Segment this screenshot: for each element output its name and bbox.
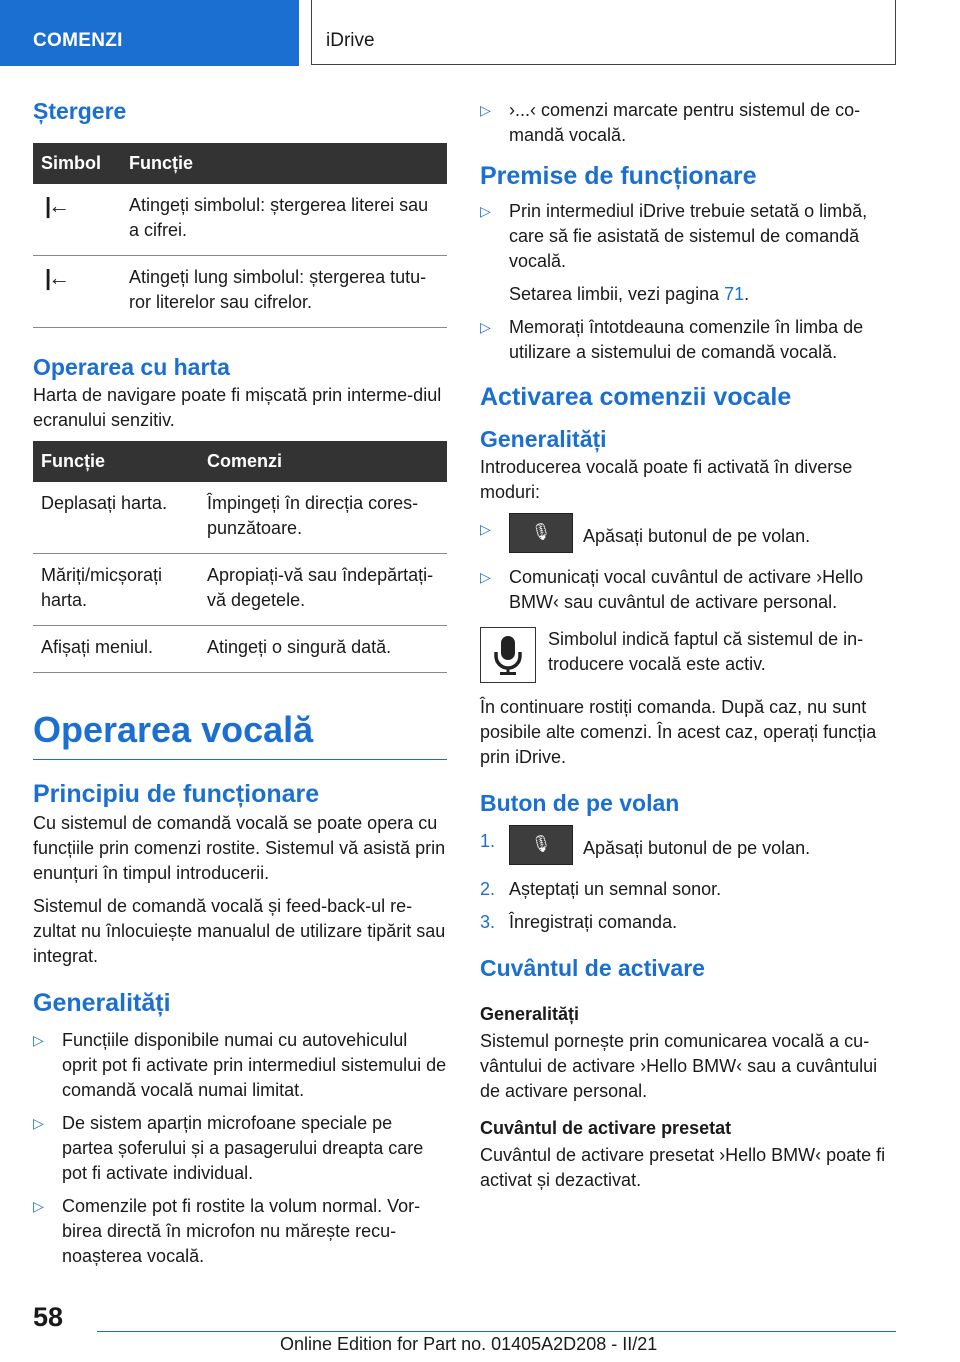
table2-cmd: Apropiați-vă sau îndepărtați-vă degetele. [199, 554, 447, 626]
bullet-triangle-icon: ▷ [480, 319, 491, 335]
activare-title: Activarea comenzii vocale [480, 383, 792, 411]
page-link[interactable]: 71 [724, 284, 745, 304]
table-row [33, 554, 447, 626]
principiu-p1: Cu sistemul de comandă vocală se poate opera cu funcțiile prin comenzi rostite. Sistemul vă asistă prin enunțuri în timpul introducerii. [33, 813, 446, 883]
bullet-triangle-icon: ▷ [480, 569, 491, 585]
bullet-triangle-icon: ▷ [480, 102, 491, 118]
table-row [33, 184, 447, 256]
steps-list [480, 829, 896, 935]
step-number: 2. [480, 879, 496, 899]
stergere-table [33, 143, 447, 328]
table2-header-functie: Funcție [33, 441, 199, 482]
list-item: ▷ 🎙 Apăsați butonul de pe volan. [480, 517, 896, 557]
bullet-triangle-icon: ▷ [480, 203, 491, 219]
table2-func: Deplasați harta. [33, 482, 199, 554]
voice-symbol-text: Simbolul indică faptul că sistemul de in-troducere vocală este activ. [548, 629, 864, 674]
table-row [33, 482, 447, 554]
bullet-triangle-icon: ▷ [33, 1115, 44, 1131]
bullet-triangle-icon: ▷ [33, 1198, 44, 1214]
steering-voice-button-icon: 🎙 [509, 825, 573, 865]
gen-text: Introducerea vocală poate fi activată în diverse moduri: [480, 457, 853, 502]
vocala-title: Operarea vocală [33, 709, 314, 750]
cuvant-title: Cuvântul de activare [480, 955, 705, 981]
list-item: ▷ Funcțiile disponibile numai cu autovehiculul oprit pot fi activate prin intermediul sistemului de comandă vocală numai limitat. [33, 1030, 447, 1100]
gen-list [480, 517, 896, 615]
chapter-title: iDrive [311, 0, 896, 65]
harta-table [33, 441, 447, 673]
table1-header-functie: Funcție [121, 143, 447, 184]
harta-text: Harta de navigare poate fi mișcată prin interme-diul ecranului senzitiv. [33, 385, 442, 430]
step-number: 3. [480, 912, 496, 932]
table1-cell: Atingeți lung simbolul: ștergerea tutu-ror literelor sau cifrelor. [121, 256, 447, 328]
premise-list [480, 199, 896, 365]
cuvant-gen-text: Sistemul pornește prin comunicarea vocală a cu-vântului de activare ›Hello BMW‹ sau a cuvântului de activare personal. [480, 1031, 878, 1101]
generalitati-list [33, 1028, 447, 1269]
presetat-heading: Cuvântul de activare presetat [480, 1118, 732, 1138]
table2-func: Măriți/micșorați harta. [33, 554, 199, 626]
premise-sub-text: Setarea limbii, vezi pagina [509, 284, 720, 304]
list-item: 1. 🎙 Apăsați butonul de pe volan. [480, 829, 896, 869]
list-item: 3. Înregistrați comanda. [480, 910, 896, 935]
step-number: 1. [480, 831, 496, 851]
section-tab: COMENZI [0, 0, 299, 66]
list-item: ▷ Comenzile pot fi rostite la volum normal. Vor-birea directă în microfon nu mărește recu-noașterea vocală. [33, 1196, 421, 1266]
microphone-icon [480, 627, 536, 683]
table-row [33, 256, 447, 328]
vocala-heading-block [33, 709, 447, 760]
backspace-icon: |← [33, 184, 121, 256]
premise-title: Premise de funcționare [480, 162, 757, 190]
list-item: ▷ Prin intermediul iDrive trebuie setată o limbă, care să fie asistată de sistemul de comandă vocală. Setarea limbii, vezi pagina 71. [480, 201, 868, 304]
table2-header-comenzi: Comenzi [199, 441, 447, 482]
left-column [33, 98, 447, 1277]
gen-title: Generalități [480, 426, 607, 452]
bullet-triangle-icon: ▷ [33, 1032, 44, 1048]
table1-header-simbol: Simbol [33, 143, 121, 184]
steering-voice-button-icon: 🎙 [509, 513, 573, 553]
page-number: 58 [33, 1302, 64, 1332]
backspace-icon: |← [33, 256, 121, 328]
table2-cmd: Atingeți o singură dată. [199, 626, 447, 673]
stergere-title: Ștergere [33, 98, 127, 124]
right-column [480, 98, 896, 1201]
list-item: ▷ Memorați întotdeauna comenzile în limba de utilizare a sistemului de comandă vocală. [480, 317, 864, 362]
edition-text: Online Edition for Part no. 01405A2D208 - II/21 [280, 1334, 658, 1354]
footer-divider [97, 1331, 896, 1332]
voice-symbol-row [480, 627, 896, 683]
generalitati-title: Generalități [33, 989, 171, 1017]
top-list [480, 98, 896, 148]
table-row [33, 626, 447, 673]
presetat-text: Cuvântul de activare presetat ›Hello BMW‹ poate fi activat și dezactivat. [480, 1145, 886, 1190]
principiu-title: Principiu de funcționare [33, 780, 320, 808]
principiu-p2: Sistemul de comandă vocală și feed-back-ul re-zultat nu înlocuiește manualul de utilizare tipărit sau integrat. [33, 896, 446, 966]
list-item: ▷ De sistem aparțin microfoane speciale pe partea șoferului și a pasagerului dreapta care pot fi activate individual. [33, 1113, 424, 1183]
bullet-triangle-icon: ▷ [480, 521, 491, 537]
list-item: ▷ Comunicați vocal cuvântul de activare ›Hello BMW‹ sau cuvântul de activare personal. [480, 567, 864, 612]
list-item: ▷ ›...‹ comenzi marcate pentru sistemul de co-mandă vocală. [480, 100, 861, 145]
list-item: 2. Așteptați un semnal sonor. [480, 877, 896, 902]
cuvant-gen-heading: Generalități [480, 1004, 580, 1024]
table2-cmd: Împingeți în direcția cores-punzătoare. [199, 482, 447, 554]
continuare-text: În continuare rostiți comanda. După caz, nu sunt posibile alte comenzi. În acest caz, operați funcția prin iDrive. [480, 697, 877, 767]
table2-func: Afișați meniul. [33, 626, 199, 673]
harta-title: Operarea cu harta [33, 354, 230, 380]
buton-title: Buton de pe volan [480, 790, 680, 816]
table1-cell: Atingeți simbolul: ștergerea literei sau a cifrei. [121, 184, 447, 256]
